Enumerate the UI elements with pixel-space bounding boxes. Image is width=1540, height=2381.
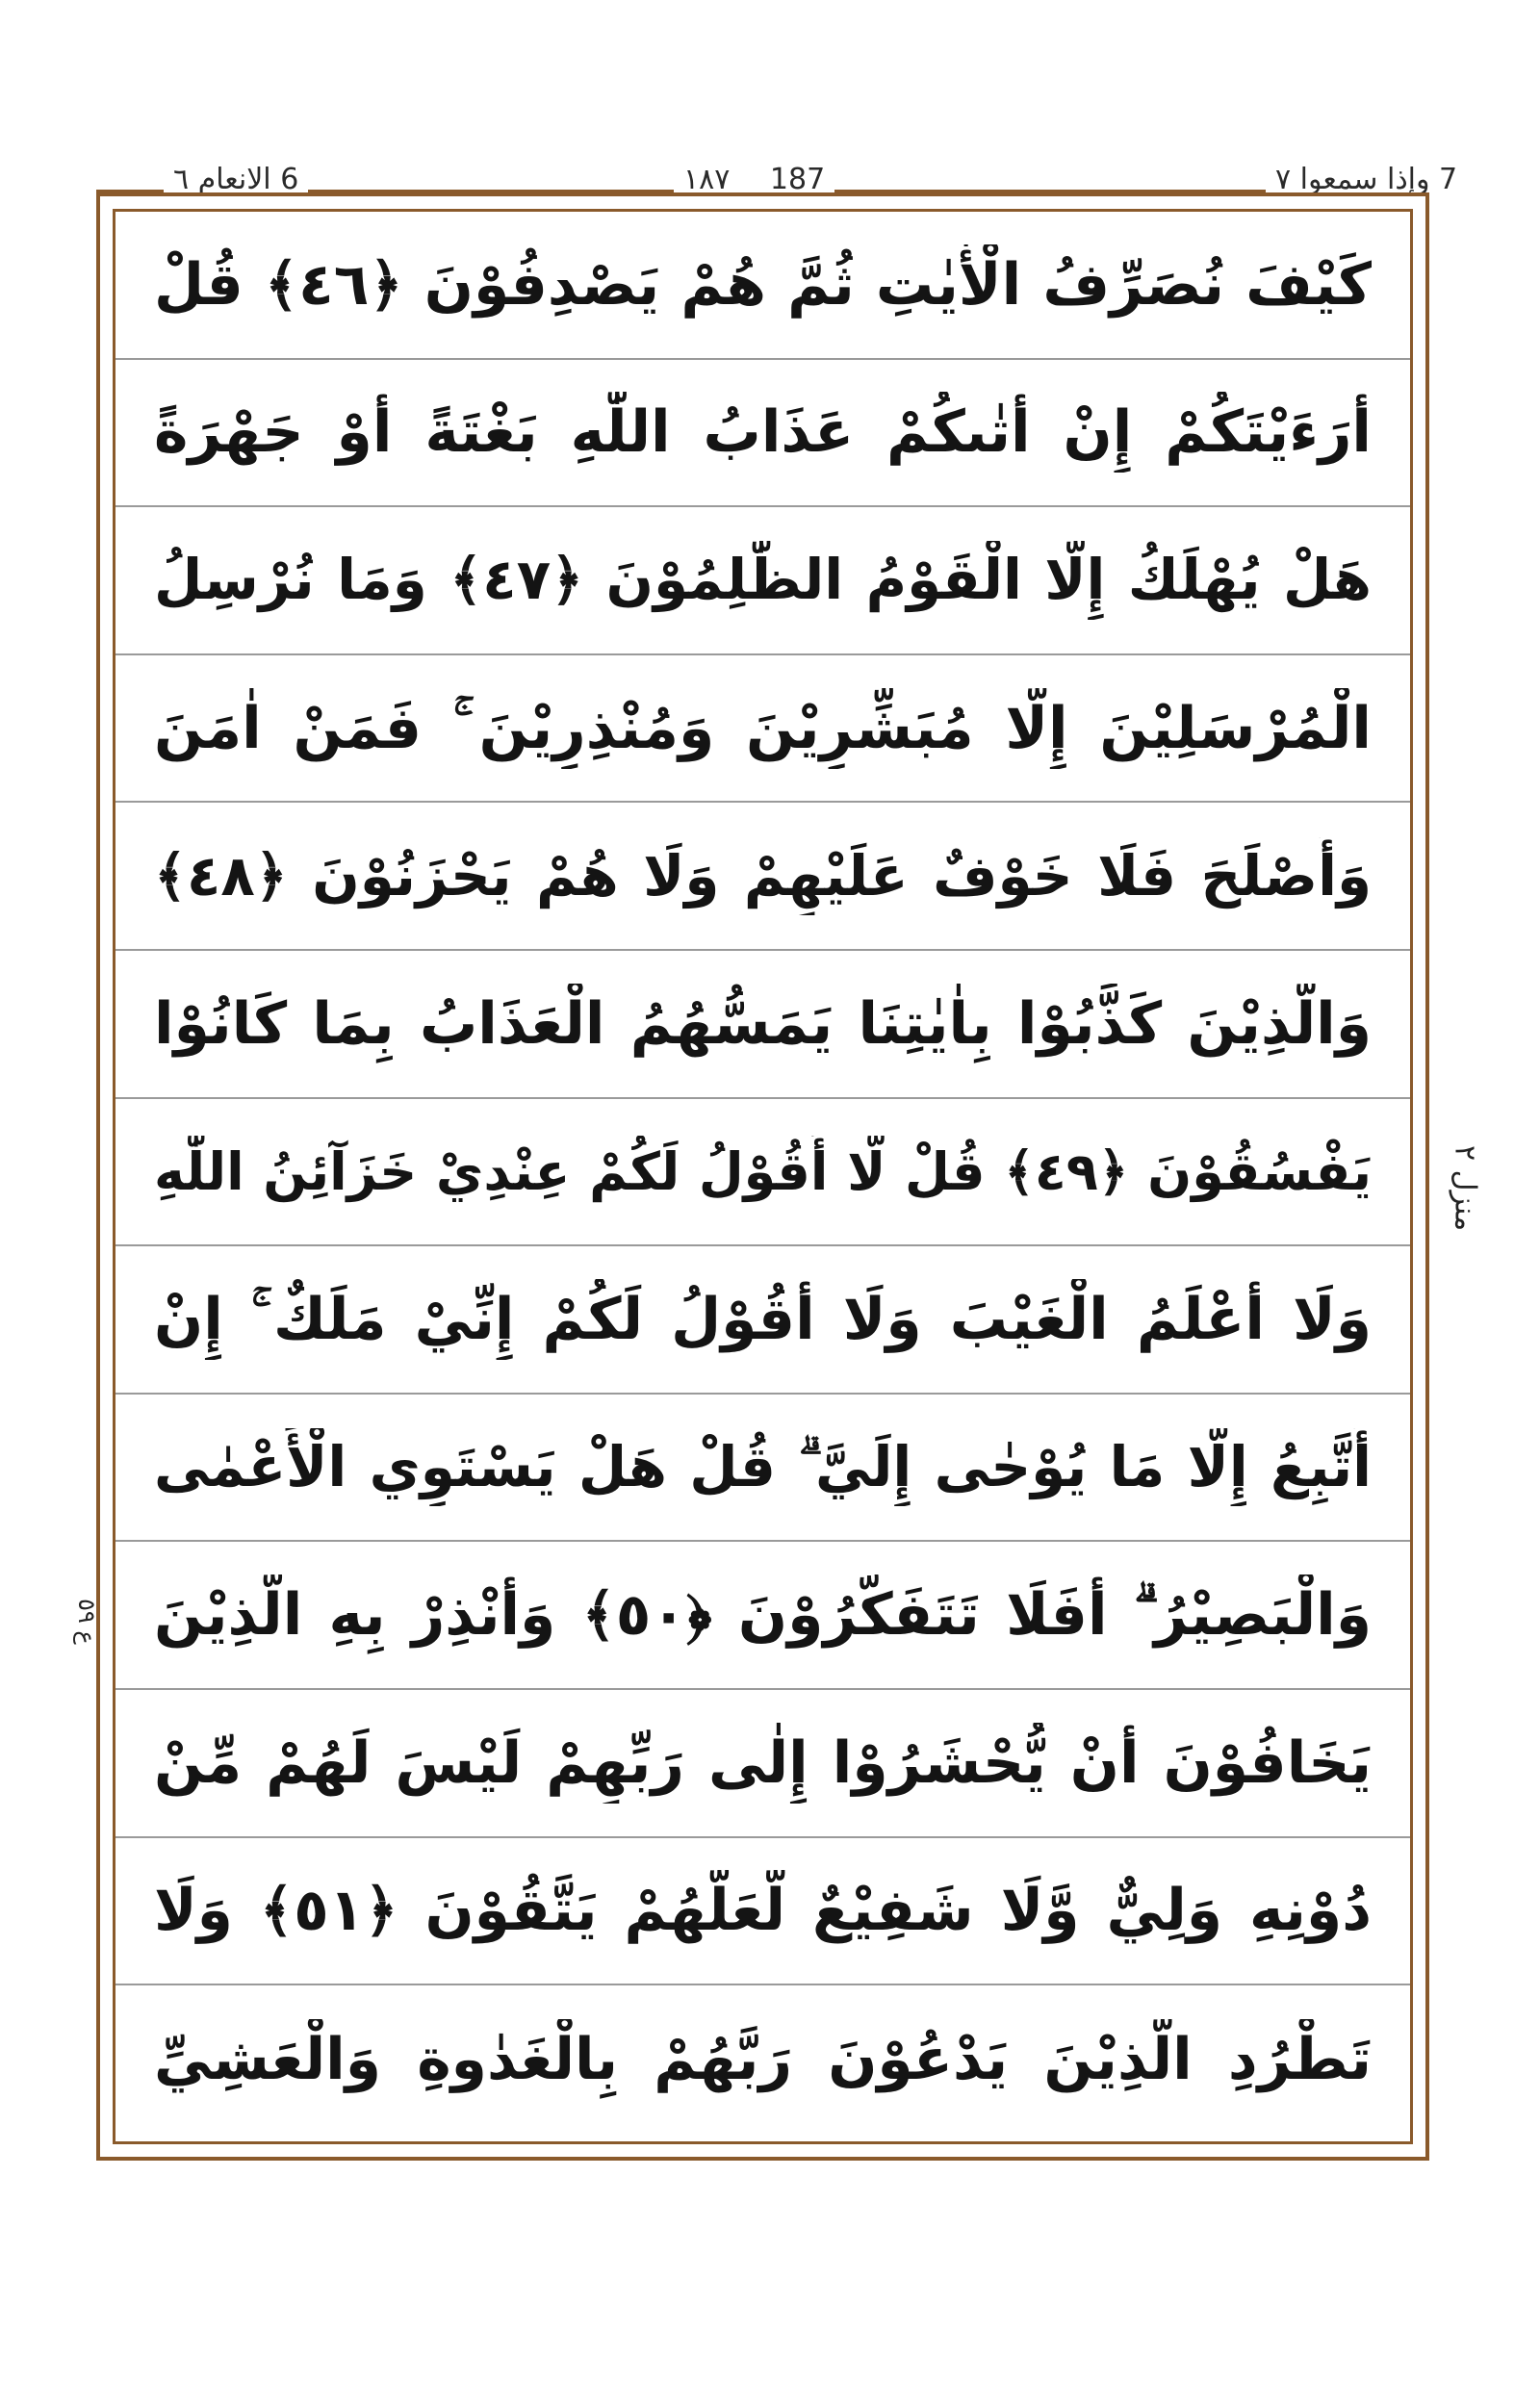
page-number-urdu: ۱۸۷ — [683, 163, 731, 196]
line-text: هَلْ يُهْلَكُ إِلَّا الْقَوْمُ الظّٰلِمُوْنَ ﴿٤٧﴾ وَمَا نُرْسِلُ — [154, 547, 1372, 613]
line-text: أَرَءَيْتَكُمْ إِنْ أَتٰىكُمْ عَذَابُ اللّٰهِ بَغْتَةً أَوْ جَهْرَةً — [154, 398, 1372, 467]
page-number: 187 — [769, 163, 826, 196]
text-line — [116, 803, 1410, 951]
text-line — [116, 1099, 1410, 1247]
line-text: وَالَّذِيْنَ كَذَّبُوْا بِاٰيٰتِنَا يَمَسُّهُمُ الْعَذَابُ بِمَا كَانُوْا — [154, 989, 1372, 1058]
line-text: وَالْبَصِيْرُ ۗ أَفَلَا تَتَفَكَّرُوْنَ ﴿٥٠﴾ وَأَنْذِرْ بِهِ الَّذِيْنَ — [154, 1581, 1372, 1650]
line-text: يَفْسُقُوْنَ ﴿٤٩﴾ قُلْ لَّا أَقُوْلُ لَكُمْ عِنْدِيْ خَزَآئِنُ اللّٰهِ — [154, 1140, 1372, 1202]
text-lines — [116, 212, 1410, 2134]
text-line — [116, 951, 1410, 1099]
text-line — [116, 507, 1410, 655]
page-frame-inner — [113, 209, 1413, 2144]
text-line — [116, 1395, 1410, 1543]
text-line — [116, 1542, 1410, 1690]
line-text: أَتَّبِعُ إِلَّا مَا يُوْحٰى إِلَيَّ ۗ قُلْ هَلْ يَسْتَوِي الْأَعْمٰى — [154, 1433, 1372, 1499]
line-text: الْمُرْسَلِيْنَ إِلَّا مُبَشِّرِيْنَ وَمُنْذِرِيْنَ ۚ فَمَنْ اٰمَنَ — [154, 694, 1372, 762]
ruku-marker: ع ٥٩ — [73, 1599, 100, 1645]
text-line — [116, 360, 1410, 508]
text-line — [116, 1246, 1410, 1395]
text-line — [116, 1690, 1410, 1838]
manzil-marker: منزل ٢ — [1448, 1145, 1482, 1232]
text-line — [116, 1985, 1410, 2134]
line-text: تَطْرُدِ الَّذِيْنَ يَدْعُوْنَ رَبَّهُمْ بِالْغَدٰوةِ وَالْعَشِيِّ — [154, 2025, 1372, 2093]
text-line — [116, 655, 1410, 804]
line-text: وَأَصْلَحَ فَلَا خَوْفٌ عَلَيْهِمْ وَلَا هُمْ يَحْزَنُوْنَ ﴿٤٨﴾ — [154, 842, 1372, 909]
text-line — [116, 1838, 1410, 1986]
surah-name: 6 الانعام ٦ — [164, 159, 308, 201]
line-text: وَلَا أَعْلَمُ الْغَيْبَ وَلَا أَقُوْلُ لَكُمْ إِنِّيْ مَلَكٌ ۚ إِنْ — [154, 1285, 1372, 1353]
line-text: دُوْنِهِ وَلِيٌّ وَّلَا شَفِيْعٌ لَّعَلَّهُمْ يَتَّقُوْنَ ﴿٥١﴾ وَلَا — [154, 1877, 1372, 1945]
line-text: كَيْفَ نُصَرِّفُ الْأٰيٰتِ ثُمَّ هُمْ يَصْدِفُوْنَ ﴿٤٦﴾ قُلْ — [154, 250, 1372, 319]
juz-name: 7 وإذا سمعوا ٧ — [1266, 159, 1467, 201]
text-line — [116, 212, 1410, 360]
line-text: يَخَافُوْنَ أَنْ يُّحْشَرُوْا إِلٰى رَبِّهِمْ لَيْسَ لَهُمْ مِّنْ — [154, 1728, 1372, 1797]
